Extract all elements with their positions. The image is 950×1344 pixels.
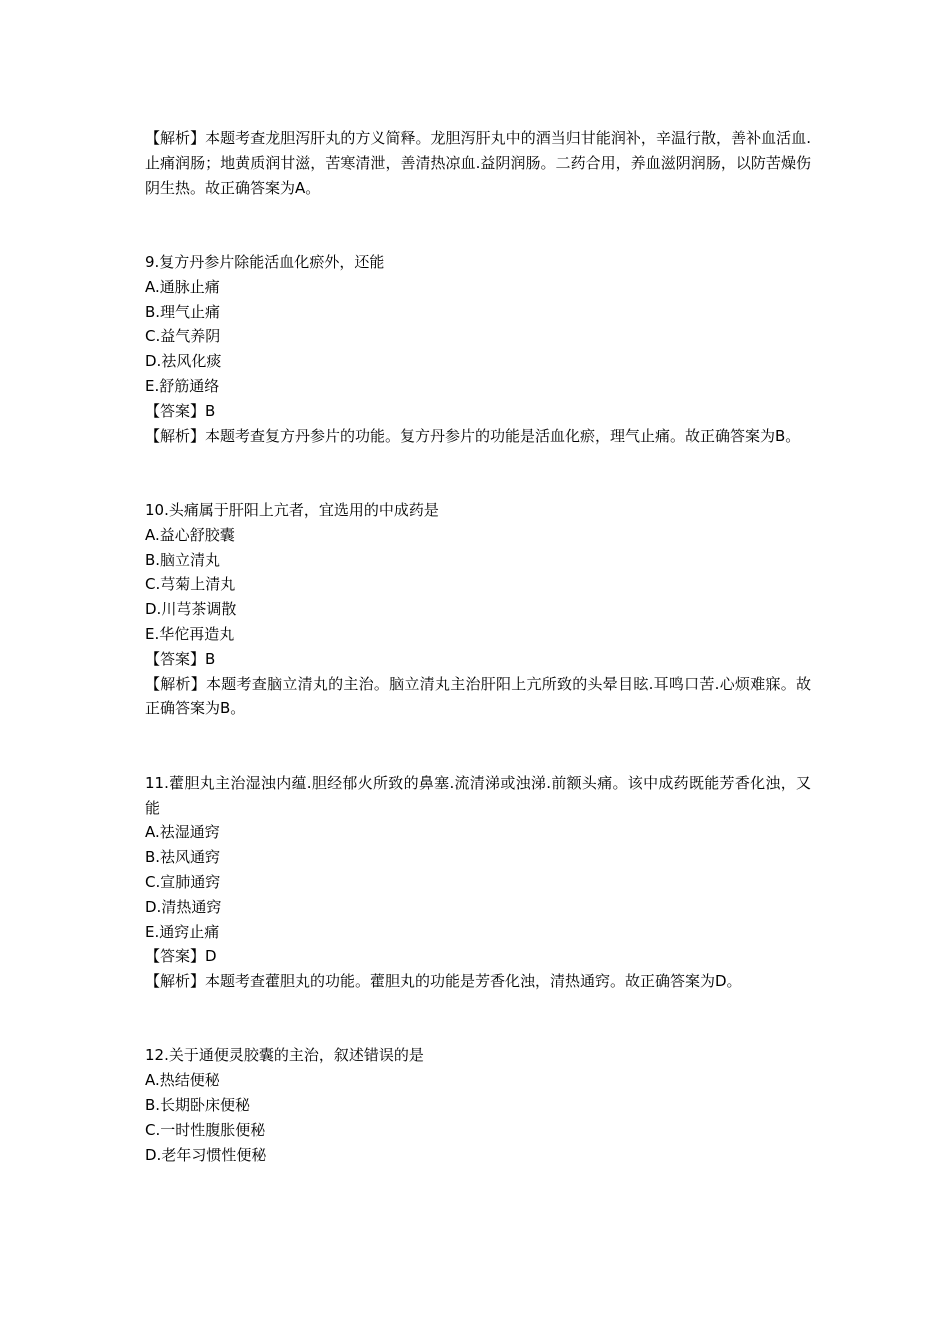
option-a: A.益心舒胶囊	[145, 525, 235, 544]
answer: 【答案】D	[145, 947, 217, 966]
question-12	[145, 1043, 811, 1167]
option-a: A.热结便秘	[145, 1071, 220, 1090]
analysis: 【解析】本题考查复方丹参片的功能。复方丹参片的功能是活血化瘀，理气止痛。故正确答案为B。	[145, 426, 801, 445]
option-b: B.祛风通窍	[145, 848, 221, 867]
option-e: E.通窍止痛	[145, 922, 220, 941]
option-c: C.益气养阴	[145, 327, 221, 346]
option-e: E.舒筋通络	[145, 376, 220, 395]
spacer	[145, 721, 811, 771]
spacer	[145, 994, 811, 1044]
option-a: A.通脉止痛	[145, 277, 220, 296]
question-11	[145, 771, 811, 994]
intro-analysis: 【解析】本题考查龙胆泻肝丸的方义简释。龙胆泻肝丸中的酒当归甘能润补，辛温行散，善补血活血.止痛润肠；地黄质润甘滋，苦寒清泄，善清热凉血.益阴润肠。二药合用，养血滋阴润肠，以防苦燥伤阴生热。故正确答案为A。	[145, 129, 811, 197]
option-b: B.理气止痛	[145, 302, 221, 321]
analysis: 【解析】本题考查藿胆丸的功能。藿胆丸的功能是芳香化浊，清热通窍。故正确答案为D。	[145, 972, 742, 991]
option-e: E.华佗再造丸	[145, 624, 235, 643]
question-10	[145, 498, 811, 721]
option-d: D.祛风化痰	[145, 352, 222, 371]
option-d: D.清热通窍	[145, 897, 222, 916]
question-stem: 12.关于通便灵胶囊的主治，叙述错误的是	[145, 1046, 424, 1065]
spacer	[145, 448, 811, 498]
question-stem: 10.头痛属于肝阳上亢者，宜选用的中成药是	[145, 500, 439, 519]
option-d: D.老年习惯性便秘	[145, 1145, 267, 1164]
option-c: C.芎菊上清丸	[145, 575, 236, 594]
option-a: A.祛湿通窍	[145, 823, 220, 842]
question-stem: 9.复方丹参片除能活血化瘀外，还能	[145, 252, 385, 271]
option-b: B.长期卧床便秘	[145, 1096, 251, 1115]
question-9	[145, 250, 811, 448]
spacer	[145, 200, 811, 250]
document-content	[145, 126, 811, 1167]
analysis: 【解析】本题考查脑立清丸的主治。脑立清丸主治肝阳上亢所致的头晕目眩.耳鸣口苦.心烦难寐。故正确答案为B。	[145, 674, 811, 718]
option-c: C.一时性腹胀便秘	[145, 1120, 266, 1139]
answer: 【答案】B	[145, 649, 216, 668]
question-stem: 11.藿胆丸主治湿浊内蕴.胆经郁火所致的鼻塞.流清涕或浊涕.前额头痛。该中成药既能芳香化浊，又能	[145, 773, 811, 817]
answer: 【答案】B	[145, 401, 216, 420]
option-b: B.脑立清丸	[145, 550, 221, 569]
option-d: D.川芎茶调散	[145, 600, 237, 619]
option-c: C.宣肺通窍	[145, 872, 221, 891]
